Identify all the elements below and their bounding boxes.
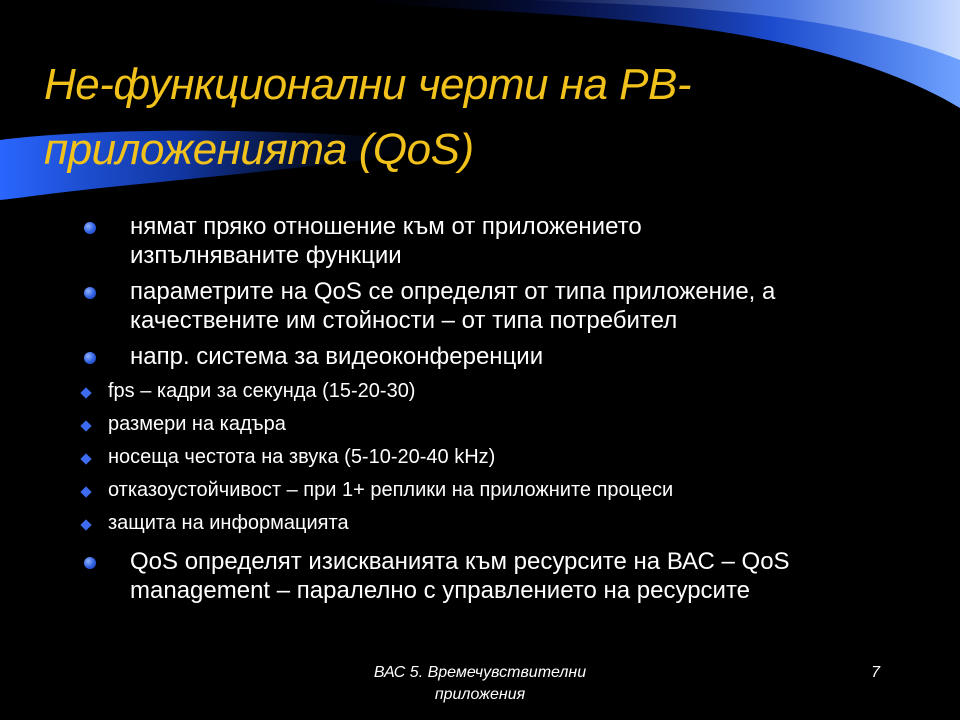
bullet-item-1 bbox=[80, 212, 900, 270]
sub-bullet-text: fps – кадри за секунда (15-20-30) bbox=[108, 380, 416, 402]
bullet-diamond-icon bbox=[80, 420, 91, 431]
sub-bullet-list bbox=[0, 375, 900, 540]
bullet-1-line-1: нямат пряко отношение към от приложението bbox=[130, 213, 642, 240]
bullet-diamond-icon bbox=[80, 453, 91, 464]
sub-bullet-item bbox=[0, 375, 900, 408]
bullet-list bbox=[80, 212, 900, 612]
bullet-dot-icon bbox=[84, 287, 96, 299]
page-number: 7 bbox=[871, 664, 880, 681]
sub-bullet-item bbox=[0, 507, 900, 540]
title-line-1: Не-функционални черти на РВ- bbox=[44, 60, 692, 109]
sub-bullet-text: размери на кадъра bbox=[108, 413, 286, 435]
bullet-dot-icon bbox=[84, 352, 96, 364]
bullet-diamond-icon bbox=[80, 387, 91, 398]
sub-bullet-item bbox=[0, 441, 900, 474]
sub-bullet-text: носеща честота на звука (5-10-20-40 kHz) bbox=[108, 446, 496, 468]
bullet-2-line-1: параметрите на QoS се определят от типа приложение, а bbox=[130, 278, 776, 305]
bullet-dot-icon bbox=[84, 222, 96, 234]
sub-bullet-item bbox=[0, 408, 900, 441]
bullet-4-line-1: QoS определят изискванията към ресурсите на ВАС – QoS bbox=[130, 548, 790, 575]
sub-bullet-text: защита на информацията bbox=[108, 512, 349, 534]
bullet-item-3 bbox=[80, 342, 900, 540]
title-line-2: приложенията (QoS) bbox=[44, 125, 474, 174]
bullet-2-line-2: качествените им стойности – от типа потребител bbox=[130, 307, 678, 334]
bullet-3-text: напр. система за видеоконференции bbox=[130, 343, 544, 370]
bullet-diamond-icon bbox=[80, 486, 91, 497]
bullet-4-line-2: management – паралелно с управлението на ресурсите bbox=[130, 577, 751, 604]
sub-bullet-item bbox=[0, 474, 900, 507]
footer-line-1: ВАС 5. Времечувствителни bbox=[373, 664, 587, 681]
bullet-diamond-icon bbox=[80, 519, 91, 530]
bullet-1-line-2: изпълняваните функции bbox=[130, 242, 402, 269]
footer-line-2: приложения bbox=[434, 686, 526, 703]
footer-title bbox=[330, 662, 630, 706]
bullet-dot-icon bbox=[84, 557, 96, 569]
slide-title bbox=[44, 52, 804, 182]
sub-bullet-text: отказоустойчивост – при 1+ реплики на приложните процеси bbox=[108, 479, 674, 501]
bullet-item-4 bbox=[80, 547, 900, 605]
bullet-item-2 bbox=[80, 277, 900, 335]
